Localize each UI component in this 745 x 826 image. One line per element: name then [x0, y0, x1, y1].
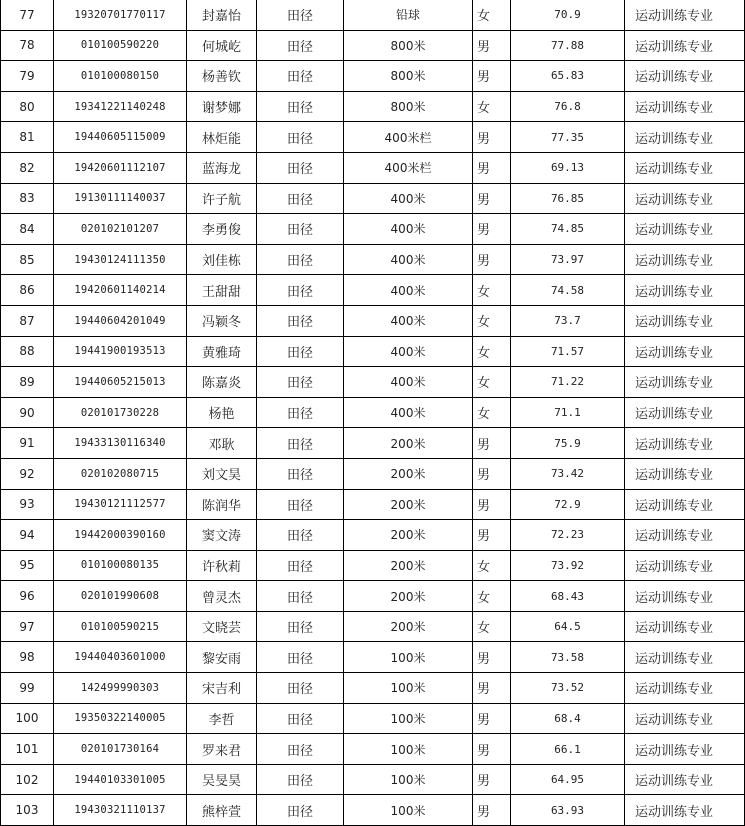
sport-category-cell: 田径 — [257, 61, 344, 92]
gender-cell: 女 — [473, 275, 511, 306]
student-name-cell: 邓耿 — [187, 428, 257, 459]
sport-category-cell: 田径 — [257, 214, 344, 245]
gender-cell: 女 — [473, 336, 511, 367]
candidate-id-cell: 19430124111350 — [54, 244, 187, 275]
event-cell: 800米 — [344, 61, 473, 92]
event-cell: 100米 — [344, 703, 473, 734]
score-cell: 73.7 — [511, 305, 625, 336]
student-name-cell: 杨善钦 — [187, 61, 257, 92]
major-cell: 运动训练专业 — [625, 428, 745, 459]
event-cell: 100米 — [344, 764, 473, 795]
student-name-cell: 罗来君 — [187, 734, 257, 765]
score-cell: 64.5 — [511, 611, 625, 642]
score-cell: 76.85 — [511, 183, 625, 214]
major-cell: 运动训练专业 — [625, 30, 745, 61]
row-number-cell: 95 — [1, 550, 54, 581]
score-cell: 73.42 — [511, 458, 625, 489]
major-cell: 运动训练专业 — [625, 91, 745, 122]
sport-category-cell: 田径 — [257, 91, 344, 122]
candidate-id-cell: 19440403601000 — [54, 642, 187, 673]
row-number-cell: 83 — [1, 183, 54, 214]
gender-cell: 女 — [473, 550, 511, 581]
student-name-cell: 吴旻昊 — [187, 764, 257, 795]
sport-category-cell: 田径 — [257, 336, 344, 367]
table-row — [1, 122, 745, 153]
sport-category-cell: 田径 — [257, 367, 344, 398]
score-cell: 72.23 — [511, 520, 625, 551]
gender-cell: 男 — [473, 734, 511, 765]
major-cell: 运动训练专业 — [625, 152, 745, 183]
candidate-id-cell: 19442000390160 — [54, 520, 187, 551]
row-number-cell: 90 — [1, 397, 54, 428]
major-cell: 运动训练专业 — [625, 703, 745, 734]
score-cell: 68.4 — [511, 703, 625, 734]
candidate-id-cell: 19350322140005 — [54, 703, 187, 734]
row-number-cell: 92 — [1, 458, 54, 489]
score-cell: 69.13 — [511, 152, 625, 183]
major-cell: 运动训练专业 — [625, 795, 745, 826]
major-cell: 运动训练专业 — [625, 734, 745, 765]
gender-cell: 男 — [473, 458, 511, 489]
table-row — [1, 642, 745, 673]
event-cell: 铅球 — [344, 0, 473, 30]
table-row — [1, 703, 745, 734]
score-cell: 77.88 — [511, 30, 625, 61]
gender-cell: 男 — [473, 244, 511, 275]
candidate-id-cell: 19430321110137 — [54, 795, 187, 826]
event-cell: 400米 — [344, 244, 473, 275]
gender-cell: 男 — [473, 703, 511, 734]
student-name-cell: 陈嘉炎 — [187, 367, 257, 398]
major-cell: 运动训练专业 — [625, 61, 745, 92]
sport-category-cell: 田径 — [257, 703, 344, 734]
gender-cell: 女 — [473, 91, 511, 122]
candidate-id-cell: 142499990303 — [54, 673, 187, 704]
sport-category-cell: 田径 — [257, 244, 344, 275]
event-cell: 400米栏 — [344, 152, 473, 183]
student-name-cell: 陈润华 — [187, 489, 257, 520]
event-cell: 400米栏 — [344, 122, 473, 153]
table-row — [1, 30, 745, 61]
row-number-cell: 94 — [1, 520, 54, 551]
event-cell: 400米 — [344, 214, 473, 245]
table-row — [1, 458, 745, 489]
score-cell: 64.95 — [511, 764, 625, 795]
score-cell: 74.58 — [511, 275, 625, 306]
row-number-cell: 84 — [1, 214, 54, 245]
event-cell: 800米 — [344, 30, 473, 61]
table-row — [1, 336, 745, 367]
event-cell: 400米 — [344, 336, 473, 367]
sport-category-cell: 田径 — [257, 183, 344, 214]
row-number-cell: 102 — [1, 764, 54, 795]
sport-category-cell: 田径 — [257, 550, 344, 581]
sport-category-cell: 田径 — [257, 734, 344, 765]
gender-cell: 女 — [473, 397, 511, 428]
sport-category-cell: 田径 — [257, 642, 344, 673]
event-cell: 100米 — [344, 734, 473, 765]
major-cell: 运动训练专业 — [625, 183, 745, 214]
row-number-cell: 97 — [1, 611, 54, 642]
row-number-cell: 82 — [1, 152, 54, 183]
sport-category-cell: 田径 — [257, 428, 344, 459]
student-name-cell: 黎安雨 — [187, 642, 257, 673]
gender-cell: 女 — [473, 581, 511, 612]
student-name-cell: 谢梦娜 — [187, 91, 257, 122]
gender-cell: 女 — [473, 0, 511, 30]
table-row — [1, 183, 745, 214]
event-cell: 200米 — [344, 611, 473, 642]
candidate-id-cell: 19441900193513 — [54, 336, 187, 367]
event-cell: 400米 — [344, 397, 473, 428]
sport-category-cell: 田径 — [257, 397, 344, 428]
event-cell: 200米 — [344, 581, 473, 612]
table-row — [1, 764, 745, 795]
candidate-id-cell: 19440604201049 — [54, 305, 187, 336]
table-row — [1, 673, 745, 704]
student-name-cell: 窦文涛 — [187, 520, 257, 551]
table-row — [1, 520, 745, 551]
major-cell: 运动训练专业 — [625, 458, 745, 489]
gender-cell: 男 — [473, 764, 511, 795]
sport-category-cell: 田径 — [257, 30, 344, 61]
major-cell: 运动训练专业 — [625, 581, 745, 612]
candidate-id-cell: 010100590215 — [54, 611, 187, 642]
major-cell: 运动训练专业 — [625, 305, 745, 336]
student-name-cell: 许子航 — [187, 183, 257, 214]
candidate-id-cell: 020101990608 — [54, 581, 187, 612]
gender-cell: 男 — [473, 489, 511, 520]
student-name-cell: 李哲 — [187, 703, 257, 734]
gender-cell: 男 — [473, 520, 511, 551]
student-name-cell: 冯颖冬 — [187, 305, 257, 336]
score-cell: 74.85 — [511, 214, 625, 245]
gender-cell: 男 — [473, 30, 511, 61]
student-name-cell: 刘佳栋 — [187, 244, 257, 275]
row-number-cell: 91 — [1, 428, 54, 459]
table-row — [1, 214, 745, 245]
row-number-cell: 79 — [1, 61, 54, 92]
student-name-cell: 蓝海龙 — [187, 152, 257, 183]
sport-category-cell: 田径 — [257, 458, 344, 489]
gender-cell: 男 — [473, 795, 511, 826]
score-cell: 73.97 — [511, 244, 625, 275]
candidate-id-cell: 19130111140037 — [54, 183, 187, 214]
gender-cell: 男 — [473, 673, 511, 704]
row-number-cell: 98 — [1, 642, 54, 673]
event-cell: 400米 — [344, 305, 473, 336]
score-cell: 71.22 — [511, 367, 625, 398]
major-cell: 运动训练专业 — [625, 244, 745, 275]
event-cell: 400米 — [344, 183, 473, 214]
event-cell: 400米 — [344, 275, 473, 306]
major-cell: 运动训练专业 — [625, 397, 745, 428]
candidate-id-cell: 19320701770117 — [54, 0, 187, 30]
row-number-cell: 77 — [1, 0, 54, 30]
event-cell: 200米 — [344, 458, 473, 489]
candidate-id-cell: 19420601140214 — [54, 275, 187, 306]
candidate-id-cell: 19433130116340 — [54, 428, 187, 459]
major-cell: 运动训练专业 — [625, 489, 745, 520]
gender-cell: 男 — [473, 428, 511, 459]
candidate-id-cell: 19440103301005 — [54, 764, 187, 795]
row-number-cell: 87 — [1, 305, 54, 336]
row-number-cell: 99 — [1, 673, 54, 704]
candidate-id-cell: 19440605215013 — [54, 367, 187, 398]
candidate-id-cell: 020101730228 — [54, 397, 187, 428]
gender-cell: 女 — [473, 305, 511, 336]
table-row — [1, 0, 745, 30]
gender-cell: 男 — [473, 214, 511, 245]
student-name-cell: 林炬能 — [187, 122, 257, 153]
major-cell: 运动训练专业 — [625, 550, 745, 581]
score-cell: 75.9 — [511, 428, 625, 459]
score-cell: 71.57 — [511, 336, 625, 367]
score-cell: 73.58 — [511, 642, 625, 673]
gender-cell: 男 — [473, 183, 511, 214]
sport-category-cell: 田径 — [257, 611, 344, 642]
student-name-cell: 黄雅琦 — [187, 336, 257, 367]
sport-category-cell: 田径 — [257, 581, 344, 612]
event-cell: 200米 — [344, 520, 473, 551]
row-number-cell: 85 — [1, 244, 54, 275]
row-number-cell: 101 — [1, 734, 54, 765]
student-name-cell: 熊梓萱 — [187, 795, 257, 826]
event-cell: 200米 — [344, 428, 473, 459]
event-cell: 400米 — [344, 367, 473, 398]
gender-cell: 男 — [473, 152, 511, 183]
candidate-id-cell: 19440605115009 — [54, 122, 187, 153]
row-number-cell: 78 — [1, 30, 54, 61]
student-name-cell: 曾灵杰 — [187, 581, 257, 612]
event-cell: 100米 — [344, 795, 473, 826]
row-number-cell: 80 — [1, 91, 54, 122]
table-row — [1, 611, 745, 642]
student-name-cell: 王甜甜 — [187, 275, 257, 306]
sport-category-cell: 田径 — [257, 489, 344, 520]
score-cell: 68.43 — [511, 581, 625, 612]
candidate-id-cell: 010100080150 — [54, 61, 187, 92]
candidate-id-cell: 19341221140248 — [54, 91, 187, 122]
event-cell: 100米 — [344, 673, 473, 704]
table-row — [1, 489, 745, 520]
candidate-id-cell: 020102080715 — [54, 458, 187, 489]
row-number-cell: 88 — [1, 336, 54, 367]
student-name-cell: 封嘉怡 — [187, 0, 257, 30]
sport-category-cell: 田径 — [257, 520, 344, 551]
candidate-id-cell: 19420601112107 — [54, 152, 187, 183]
sport-category-cell: 田径 — [257, 152, 344, 183]
sport-category-cell: 田径 — [257, 305, 344, 336]
score-cell: 71.1 — [511, 397, 625, 428]
score-cell: 73.92 — [511, 550, 625, 581]
table-row — [1, 397, 745, 428]
student-name-cell: 文晓芸 — [187, 611, 257, 642]
student-name-cell: 何城屹 — [187, 30, 257, 61]
event-cell: 800米 — [344, 91, 473, 122]
gender-cell: 男 — [473, 642, 511, 673]
major-cell: 运动训练专业 — [625, 642, 745, 673]
major-cell: 运动训练专业 — [625, 275, 745, 306]
table-row — [1, 550, 745, 581]
score-cell: 66.1 — [511, 734, 625, 765]
sport-category-cell: 田径 — [257, 122, 344, 153]
student-name-cell: 刘文昊 — [187, 458, 257, 489]
major-cell: 运动训练专业 — [625, 764, 745, 795]
table-row — [1, 244, 745, 275]
gender-cell: 女 — [473, 611, 511, 642]
score-cell: 63.93 — [511, 795, 625, 826]
major-cell: 运动训练专业 — [625, 611, 745, 642]
score-cell: 65.83 — [511, 61, 625, 92]
candidate-id-cell: 19430121112577 — [54, 489, 187, 520]
sport-category-cell: 田径 — [257, 0, 344, 30]
sport-category-cell: 田径 — [257, 764, 344, 795]
event-cell: 200米 — [344, 489, 473, 520]
student-name-cell: 杨艳 — [187, 397, 257, 428]
major-cell: 运动训练专业 — [625, 122, 745, 153]
row-number-cell: 81 — [1, 122, 54, 153]
event-cell: 200米 — [344, 550, 473, 581]
score-cell: 73.52 — [511, 673, 625, 704]
student-name-cell: 宋吉利 — [187, 673, 257, 704]
candidate-id-cell: 010100590220 — [54, 30, 187, 61]
score-cell: 70.9 — [511, 0, 625, 30]
gender-cell: 男 — [473, 122, 511, 153]
table-row — [1, 795, 745, 826]
candidate-id-cell: 020101730164 — [54, 734, 187, 765]
sport-category-cell: 田径 — [257, 275, 344, 306]
student-name-cell: 李勇俊 — [187, 214, 257, 245]
score-cell: 72.9 — [511, 489, 625, 520]
major-cell: 运动训练专业 — [625, 520, 745, 551]
score-cell: 77.35 — [511, 122, 625, 153]
table-row — [1, 367, 745, 398]
major-cell: 运动训练专业 — [625, 673, 745, 704]
major-cell: 运动训练专业 — [625, 0, 745, 30]
event-cell: 100米 — [344, 642, 473, 673]
table-row — [1, 91, 745, 122]
table-row — [1, 428, 745, 459]
table-body — [1, 0, 745, 826]
major-cell: 运动训练专业 — [625, 214, 745, 245]
table-row — [1, 305, 745, 336]
candidate-id-cell: 020102101207 — [54, 214, 187, 245]
sport-category-cell: 田径 — [257, 673, 344, 704]
table-row — [1, 275, 745, 306]
row-number-cell: 103 — [1, 795, 54, 826]
row-number-cell: 96 — [1, 581, 54, 612]
row-number-cell: 100 — [1, 703, 54, 734]
sport-category-cell: 田径 — [257, 795, 344, 826]
table-row — [1, 581, 745, 612]
major-cell: 运动训练专业 — [625, 336, 745, 367]
row-number-cell: 86 — [1, 275, 54, 306]
gender-cell: 男 — [473, 61, 511, 92]
score-cell: 76.8 — [511, 91, 625, 122]
candidate-id-cell: 010100080135 — [54, 550, 187, 581]
table-row — [1, 734, 745, 765]
student-name-cell: 许秋莉 — [187, 550, 257, 581]
table-row — [1, 152, 745, 183]
row-number-cell: 93 — [1, 489, 54, 520]
table-row — [1, 61, 745, 92]
gender-cell: 女 — [473, 367, 511, 398]
major-cell: 运动训练专业 — [625, 367, 745, 398]
row-number-cell: 89 — [1, 367, 54, 398]
